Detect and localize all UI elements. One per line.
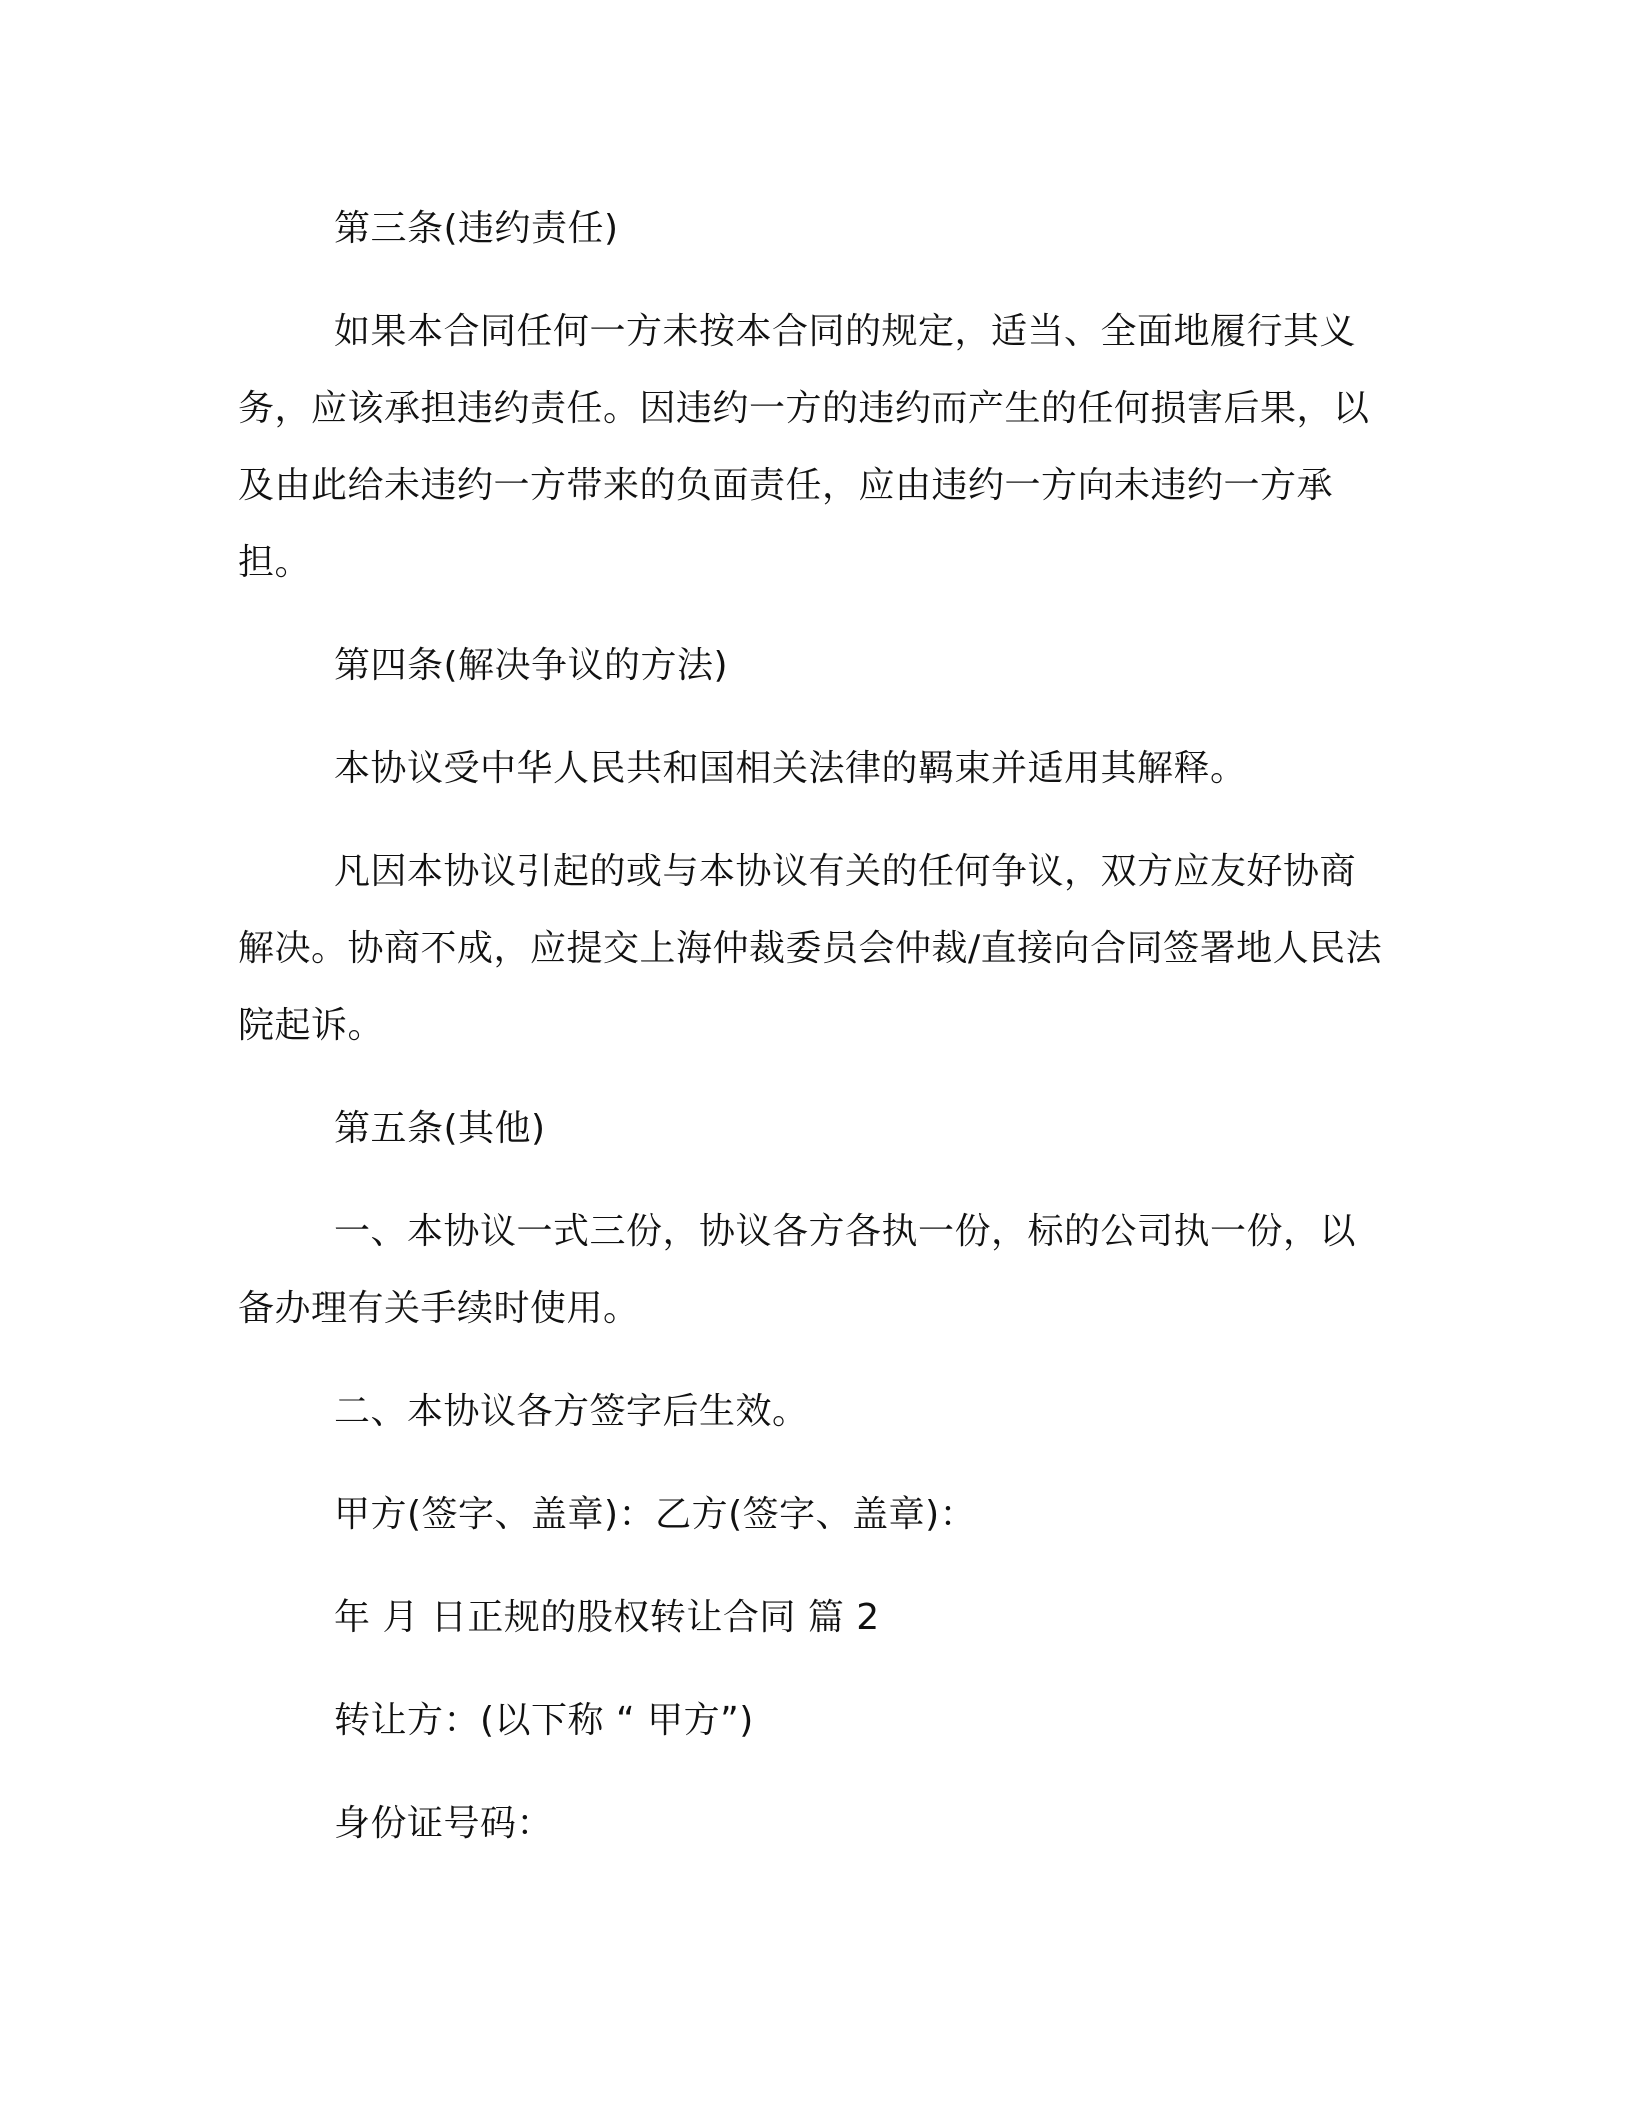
article-5-item-2: 二、本协议各方签字后生效。 (334, 1391, 809, 1432)
article-3-body: 如果本合同任何一方未按本合同的规定，适当、全面地履行其义务，应该承担违约责任。因违约一方的违约而产生的任何损害后果，以及由此给未违约一方带来的负面责任，应由违约一方向未违约一方承担。 (238, 311, 1370, 583)
document-body (238, 190, 1388, 1862)
article-4-governing-law: 本协议受中华人民共和国相关法律的羁束并适用其解释。 (334, 748, 1247, 789)
transferor-line: 转让方：(以下称 “ 甲方”) (334, 1700, 754, 1741)
article-4-heading: 第四条(解决争议的方法) (334, 645, 729, 686)
signature-line: 甲方(签字、盖章)：乙方(签字、盖章)： (334, 1494, 977, 1535)
id-number-line: 身份证号码： (334, 1803, 554, 1844)
article-5-heading: 第五条(其他) (334, 1108, 546, 1149)
article-3-heading: 第三条(违约责任) (334, 208, 619, 249)
article-4-dispute-resolution: 凡因本协议引起的或与本协议有关的任何争议，双方应友好协商解决。协商不成，应提交上海仲裁委员会仲裁/直接向合同签署地人民法院起诉。 (238, 851, 1383, 1046)
article-5-item-1: 一、本协议一式三份，协议各方各执一份，标的公司执一份，以备办理有关手续时使用。 (238, 1211, 1357, 1329)
date-and-next-contract-title: 年 月 日正规的股权转让合同 篇 2 (334, 1597, 880, 1638)
